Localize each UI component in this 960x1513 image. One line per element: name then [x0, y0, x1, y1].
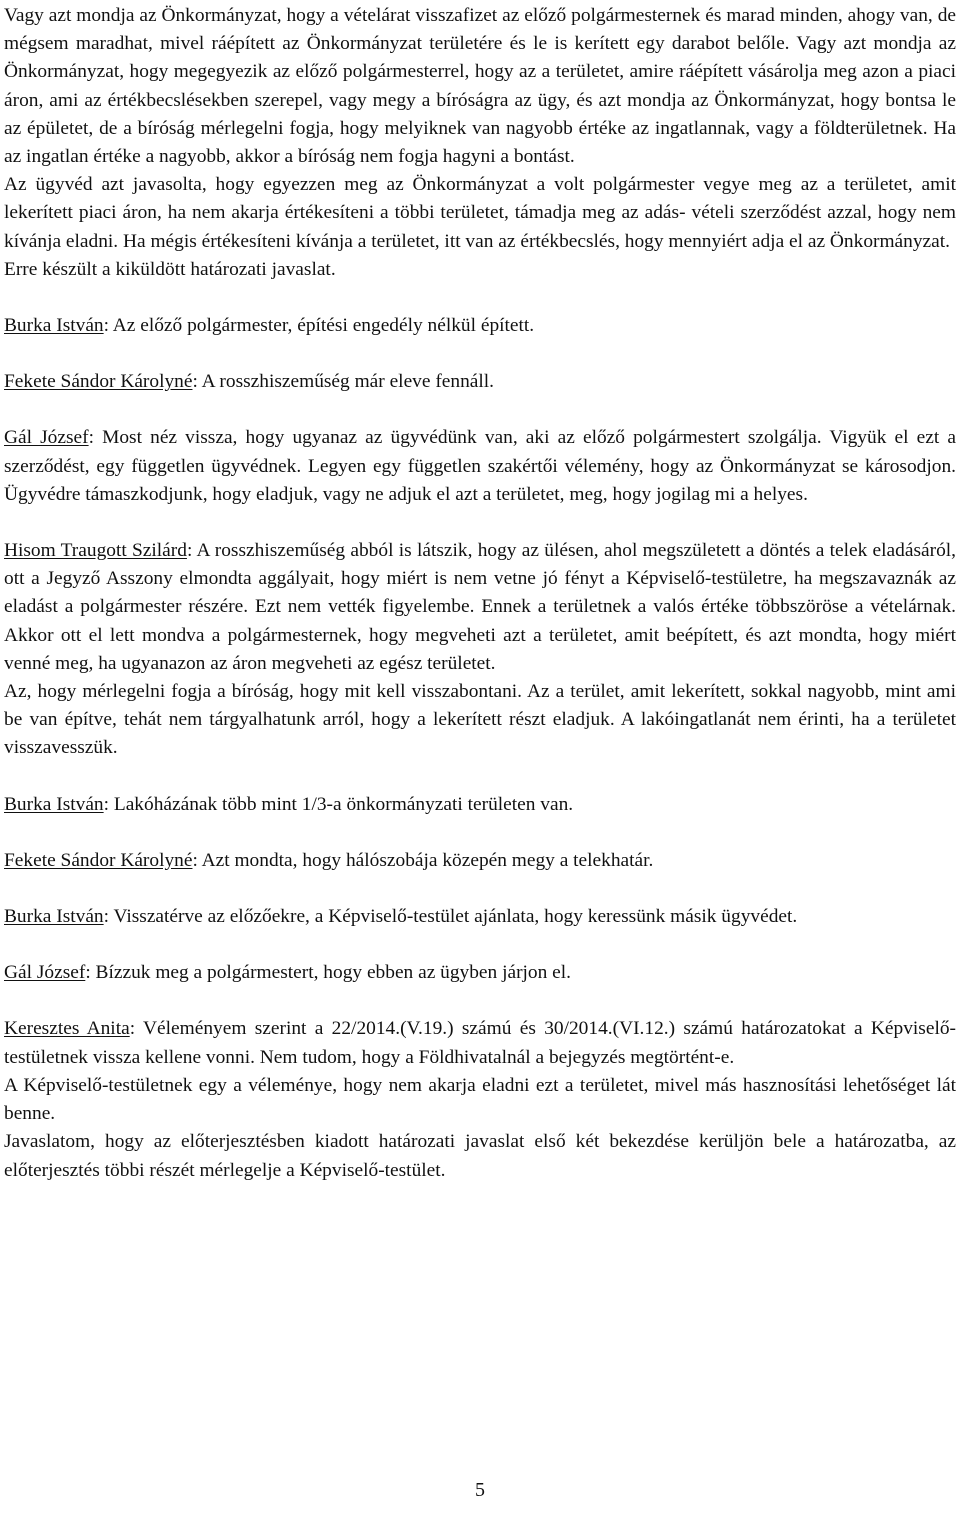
statement-text: : A rosszhiszeműség abból is látszik, hogy az ülésen, ahol megszületett a döntés a telek eladásáról, ott a Jegyző Asszony elmondta aggályait, hogy miért is nem vetne jó fényt a Képviselő-testületre, ha megszavaznák az eladást a polgármester részére. Ezt nem vették figyelembe. Ennek a területnek a valós értéke többszöröse a vételárnak. Akkor ott el lett mondva a polgármesternek, hogy megveheti azt a területet, amit beépített, és azt mondta, hogy miért venné meg, ha ugyanazon az áron megveheti az egész területet. — [4, 540, 956, 674]
paragraph-gap — [4, 509, 956, 537]
statement-text: : Most néz vissza, hogy ugyanaz az ügyvédünk van, aki az előző polgármestert szolgálja. Vigyük el ezt a szerződést, egy független ügyvédnek. Legyen egy független szakértői vélemény, hogy az Önkormányzat se károsodjon. Ügyvédre támaszkodjunk, hogy eladjuk, vagy ne adjuk el azt a területet, meg, hogy jogilag mi a helyes. — [4, 427, 956, 505]
speaker-name: Burka István — [4, 793, 104, 815]
paragraph-gap — [4, 987, 956, 1015]
statement-fekete-1 — [4, 368, 956, 396]
paragraph-gap — [4, 396, 956, 424]
speaker-name: Burka István — [4, 906, 104, 928]
paragraph-gap — [4, 284, 956, 312]
statement-keresztes — [4, 1015, 956, 1071]
statement-text: : Azt mondta, hogy hálószobája közepén megy a telekhatár. — [192, 849, 654, 871]
statement-text: : Bízzuk meg a polgármestert, hogy ebben az ügyben járjon el. — [85, 962, 571, 984]
paragraph-gap — [4, 340, 956, 368]
statement-text: : Visszatérve az előzőekre, a Képviselő-testület ajánlata, hogy keressünk másik ügyvédet. — [103, 906, 798, 928]
lawyer-paragraph: Az ügyvéd azt javasolta, hogy egyezzen meg az Önkormányzat a volt polgármester vegye meg az a területet, amit lekerített piaci áron, ha nem akarja értékesíteni a többi területet, támadja meg az adás- vételi szerződést azzal, hogy nem kívánja eladni. Ha mégis értékesíteni kívánja a területet, itt van az értékbecslés, hogy mennyiért adja el az Önkormányzat. — [4, 174, 956, 252]
statement-keresztes-proposal: Javaslatom, hogy az előterjesztésben kiadott határozati javaslat első két bekezdése kerüljön bele a határozatba, az előterjesztés többi részét mérlegelje a Képviselő-testület. — [4, 1131, 956, 1181]
statement-fekete-2 — [4, 847, 956, 875]
paragraph-gap — [4, 763, 956, 791]
speaker-name: Gál József — [4, 427, 89, 449]
paragraph-gap — [4, 875, 956, 903]
statement-hisom-continuation: Az, hogy mérlegelni fogja a bíróság, hogy mit kell visszabontani. Az a terület, amit lekerített, sokkal nagyobb, mint ami be van építve, tehát nem tárgyalhatunk arról, hogy a lekerített részt eladjuk. A lakóingatlanát nem érinti, ha a területet visszavesszük. — [4, 681, 956, 759]
paragraph-gap — [4, 819, 956, 847]
speaker-name: Gál József — [4, 962, 86, 984]
speaker-name: Burka István — [4, 315, 104, 337]
statement-burka-1 — [4, 312, 956, 340]
statement-text: : A rosszhiszeműség már eleve fennáll. — [192, 371, 495, 393]
speaker-name: Keresztes Anita — [4, 1018, 130, 1040]
document-body — [4, 2, 956, 1185]
intro-paragraph: Vagy azt mondja az Önkormányzat, hogy a vételárat visszafizet az előző polgármesternek és marad minden, ahogy van, de mégsem maradhat, mivel ráépített az Önkormányzat területére és le is kerített egy darabot belőle. Vagy azt mondja az Önkormányzat, hogy megegyezik az előző polgármesterrel, hogy az a területet, amire ráépített vásárolja meg azon a piaci áron, ami az értékbecslésekben szerepel, vagy megy a bíróságra az ügy, és azt mondja az Önkormányzat, hogy bontsa le az épületet, de a bíróság mérlegelni fogja, hogy melyiknek van nagyobb értéke az ingatlannak, vagy a földterületnek. Ha az ingatlan értéke a nagyobb, akkor a bíróság nem fogja hagyni a bontást. — [4, 5, 956, 168]
statement-text: : Lakóházának több mint 1/3-a önkormányzati területen van. — [103, 793, 574, 815]
speaker-name: Hisom Traugott Szilárd — [4, 540, 187, 562]
statement-gal-2 — [4, 959, 956, 987]
speaker-name: Fekete Sándor Károlyné — [4, 371, 193, 393]
statement-text: : Az előző polgármester, építési engedély nélkül épített. — [103, 315, 535, 337]
statement-hisom — [4, 537, 956, 678]
speaker-name: Fekete Sándor Károlyné — [4, 849, 193, 871]
proposal-line: Erre készült a kiküldött határozati javaslat. — [4, 258, 336, 280]
statement-keresztes-continuation: A Képviselő-testületnek egy a véleménye, hogy nem akarja eladni ezt a területet, mivel más hasznosítási lehetőséget lát benne. — [4, 1074, 956, 1125]
page-number: 5 — [475, 1479, 485, 1501]
statement-text: : Véleményem szerint a 22/2014.(V.19.) számú és 30/2014.(VI.12.) számú határozatokat a Képviselő-testületnek vissza kellene vonni. Nem tudom, hogy a Földhivatalnál a bejegyzés megtörtént-e. — [4, 1018, 956, 1068]
paragraph-gap — [4, 931, 956, 959]
statement-burka-2 — [4, 791, 956, 819]
statement-gal-1 — [4, 424, 956, 509]
statement-burka-3 — [4, 903, 956, 931]
